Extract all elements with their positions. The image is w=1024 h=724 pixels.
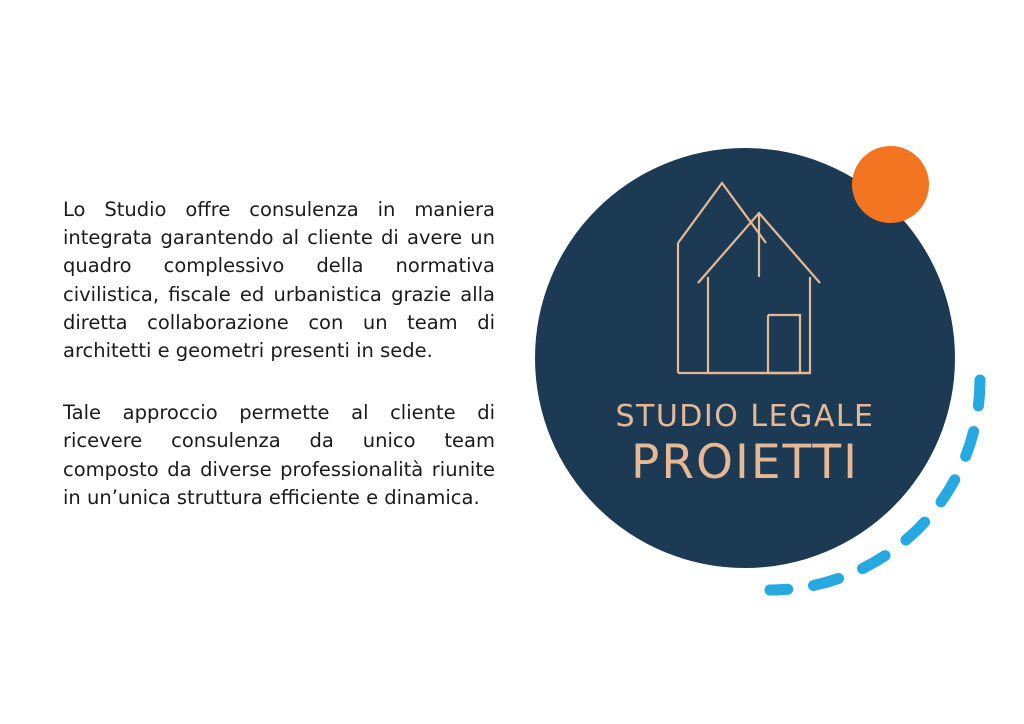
orange-dot-shape [852,146,929,223]
paragraph-intro: Lo Studio offre consulenza in maniera integrata garantendo al cliente di avere un quadro complessivo della normativa civilistica, fiscale ed urbanistica grazie alla diretta collaborazione con un team di architetti e geometri presenti in sede. [63,198,495,363]
logo-line-proietti: PROIETTI [630,435,859,490]
logo-wordmark [520,398,970,489]
house-outline-icon [660,165,830,395]
paragraph-approach: Tale approccio permette al cliente di ricevere consulenza da unico team composto da diverse professionalità riunite in un’unica struttura efficiente e dinamica. [63,401,495,509]
text-column [63,196,495,512]
logo-composition [520,130,990,600]
logo-line-studio-legale: STUDIO LEGALE [615,399,875,434]
